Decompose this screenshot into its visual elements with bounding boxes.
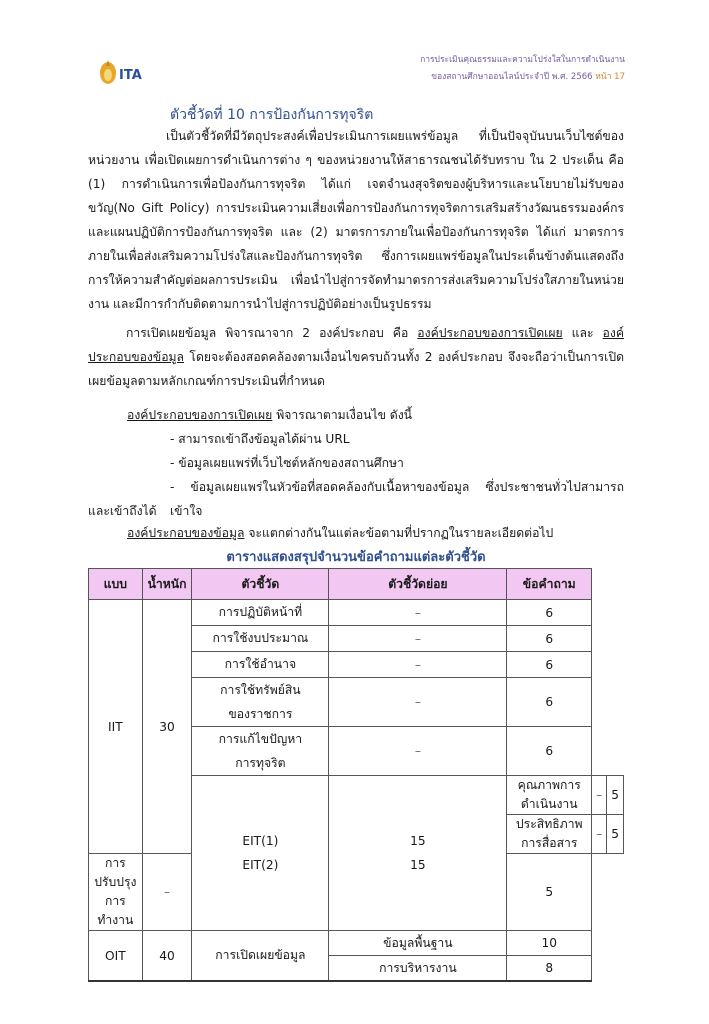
question-count-cell: 10 bbox=[507, 931, 592, 956]
table-caption: ตารางแสดงสรุปจำนวนข้อคำถามแต่ละตัวชี้วัด bbox=[226, 550, 486, 565]
type-line-1: EIT(1) bbox=[242, 834, 279, 848]
indicator-cell: การใช้งบประมาณ bbox=[192, 626, 329, 652]
type-cell: IIT bbox=[89, 600, 143, 854]
indicator-cell: การเปิดเผยข้อมูล bbox=[192, 931, 329, 982]
indicator-line-2: การทุจริต bbox=[235, 756, 286, 770]
sub-indicator-cell: – bbox=[329, 652, 507, 678]
summary-table bbox=[88, 568, 624, 982]
indicator-cell bbox=[192, 678, 329, 727]
header-type: แบบ bbox=[89, 569, 143, 600]
bullet-item: - ข้อมูลเผยแพร่ที่เว็บไซต์หลักของสถานศึกษา bbox=[170, 456, 404, 470]
question-count-cell: 6 bbox=[507, 678, 592, 727]
sub-indicator-cell: – bbox=[592, 815, 607, 854]
p2-mid: และ bbox=[562, 326, 603, 340]
weight-line-2: 15 bbox=[410, 858, 426, 872]
question-count-cell: 6 bbox=[507, 727, 592, 776]
indicator-cell: คุณภาพการดำเนินงาน bbox=[507, 776, 592, 815]
p4-rest: จะแตกต่างกันในแต่ละข้อตามที่ปรากฏในรายละเอียดต่อไป bbox=[244, 526, 554, 540]
indicator-line-1: การแก้ไขปัญหา bbox=[218, 732, 303, 746]
question-count-cell: 5 bbox=[607, 776, 624, 815]
p2-post: โดยจะต้องสอดคล้องตามเงื่อนไขครบถ้วนทั้ง 2 องค์ประกอบ จึงจะถือว่าเป็นการเปิดเผยข้อมูลตามหลักเกณฑ์การประเมินที่กำหนด bbox=[88, 350, 624, 388]
header-line-2-text: ของสถานศึกษาออนไลน์ประจำปี พ.ศ. 2566 bbox=[431, 72, 593, 82]
p4-underline: องค์ประกอบของข้อมูล bbox=[127, 526, 245, 540]
ita-logo-icon bbox=[96, 58, 156, 86]
sub-indicator-cell: – bbox=[142, 854, 192, 931]
question-count-cell: 6 bbox=[507, 652, 592, 678]
question-count-cell: 5 bbox=[507, 854, 592, 931]
intro-paragraph: เป็นตัวชี้วัดที่มีวัตถุประสงค์เพื่อประเมินการเผยแพร่ข้อมูล ที่เป็นปัจจุบันบนเว็บไซต์ของหน่วยงาน เพื่อเปิดเผยการดำเนินการต่าง ๆ ของหน่วยงานให้สาธารณชนได้รับทราบ ใน 2 ประเด็น คือ (1) การดำเนินการเพื่อป้องกันการทุจริต ได้แก่ เจตจำนงสุจริตของผู้บริหารและนโยบายไม่รับของขวัญ(No Gift Policy) การประเมินความเสี่ยงเพื่อการป้องกันการทุจริตการเสริมสร้างวัฒนธรรมองค์กร และแผนปฏิบัติการป้องกันการทุจริต และ (2) มาตรการภายในเพื่อป้องกันการทุจริต ได้แก่ มาตรการภายในเพื่อส่งเสริมความโปร่งใสและป้องกันการทุจริต ซึ่งการเผยแพร่ข้อมูลในประเด็นข้างต้นแสดงถึงการให้ความสำคัญต่อผลการประเมิน เพื่อนำไปสู่การจัดทำมาตรการส่งเสริมความโปร่งใสภายในหน่วยงาน และมีการกำกับติดตามการนำไปสู่การปฏิบัติอย่างเป็นรูปธรรม bbox=[88, 129, 624, 311]
indicator-cell: การปรับปรุงการทำงาน bbox=[89, 854, 143, 931]
bullet-item-continuation: และเข้าถึงได้ bbox=[88, 504, 157, 518]
sub-indicator-cell: ข้อมูลพื้นฐาน bbox=[329, 931, 507, 956]
table-header-row bbox=[89, 569, 624, 600]
bullet-item: - ข้อมูลเผยแพร่ในหัวข้อที่สอดคล้องกับเนื้อหาของข้อมูล ซึ่งประชาชนทั่วไปสามารถเข้าใจ bbox=[170, 480, 624, 518]
p3-underline: องค์ประกอบของการเปิดเผย bbox=[127, 408, 273, 422]
question-count-cell: 8 bbox=[507, 956, 592, 982]
header-line-2 bbox=[431, 69, 625, 83]
p2-pre: การเปิดเผยข้อมูล พิจารณาจาก 2 องค์ประกอบ คือ bbox=[126, 326, 418, 340]
question-count-cell: 5 bbox=[607, 815, 624, 854]
header-questions: ข้อคำถาม bbox=[507, 569, 592, 600]
table-row bbox=[89, 931, 624, 956]
logo-text: ITA bbox=[119, 68, 142, 83]
data-components-paragraph bbox=[127, 521, 553, 545]
weight-cell: 30 bbox=[142, 600, 192, 854]
header-sub-indicator: ตัวชี้วัดย่อย bbox=[329, 569, 507, 600]
question-count-cell: 6 bbox=[507, 626, 592, 652]
sub-indicator-cell: – bbox=[329, 626, 507, 652]
p3-rest: พิจารณาตามเงื่อนไข ดังนี้ bbox=[272, 408, 413, 422]
header-weight: น้ำหนัก bbox=[142, 569, 192, 600]
disclosure-components-heading bbox=[127, 403, 624, 427]
type-line-2: EIT(2) bbox=[242, 858, 279, 872]
sub-indicator-cell: – bbox=[329, 678, 507, 727]
type-cell bbox=[192, 776, 329, 931]
sub-indicator-cell: การบริหารงาน bbox=[329, 956, 507, 982]
table-row bbox=[89, 600, 624, 626]
section-title: ตัวชี้วัดที่ 10 การป้องกันการทุจริต bbox=[170, 107, 374, 123]
p2-underline-1: องค์ประกอบของการเปิดเผย bbox=[417, 326, 563, 340]
weight-cell: 40 bbox=[142, 931, 192, 982]
sub-indicator-cell: – bbox=[329, 727, 507, 776]
header-indicator: ตัวชี้วัด bbox=[192, 569, 329, 600]
sub-indicator-cell: – bbox=[592, 776, 607, 815]
indicator-line-2: ของราชการ bbox=[228, 707, 293, 721]
ita-logo bbox=[96, 58, 156, 86]
disclosure-paragraph bbox=[88, 321, 624, 393]
weight-cell bbox=[329, 776, 507, 931]
indicator-cell bbox=[192, 727, 329, 776]
indicator-cell: การใช้อำนาจ bbox=[192, 652, 329, 678]
indicator-cell: การปฏิบัติหน้าที่ bbox=[192, 600, 329, 626]
header-line-1: การประเมินคุณธรรมและความโปร่งใสในการดำเนินงาน bbox=[420, 55, 625, 65]
bullet-item: - สามารถเข้าถึงข้อมูลได้ผ่าน URL bbox=[170, 432, 350, 446]
type-cell: OIT bbox=[89, 931, 143, 982]
question-count-cell: 6 bbox=[507, 600, 592, 626]
indicator-line-1: การใช้ทรัพย์สิน bbox=[220, 683, 301, 697]
page-number: หน้า 17 bbox=[595, 72, 625, 82]
sub-indicator-cell: – bbox=[329, 600, 507, 626]
p2-underline-2: องค์ประกอบของข้อมูล bbox=[88, 326, 624, 364]
indicator-cell: ประสิทธิภาพการสื่อสาร bbox=[507, 815, 592, 854]
weight-line-1: 15 bbox=[410, 834, 426, 848]
